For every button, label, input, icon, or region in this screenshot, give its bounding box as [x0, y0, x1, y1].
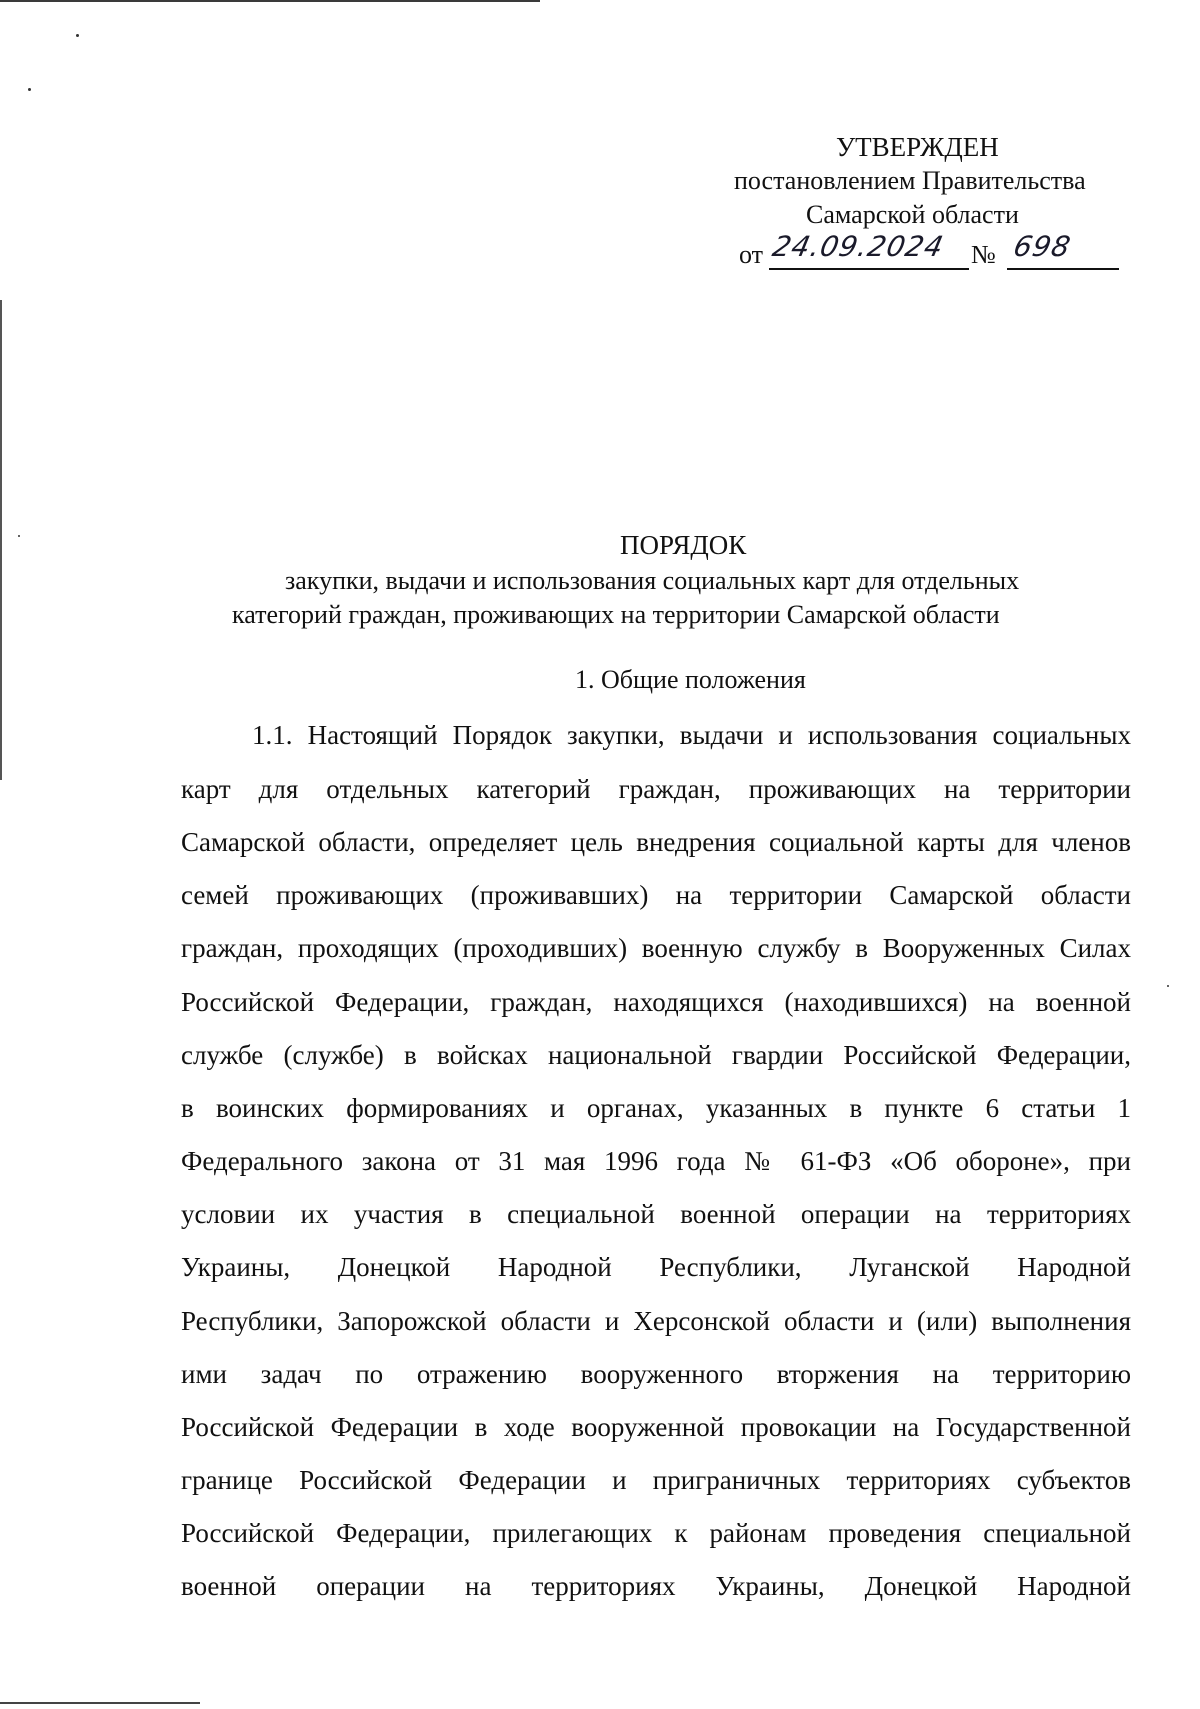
number-prefix: №	[971, 240, 996, 269]
approval-date-line	[739, 230, 1119, 270]
paragraph-line: военной операции на территориях Украины, Донецкой Народной	[181, 1571, 1131, 1601]
section-heading: 1. Общие положения	[575, 665, 806, 694]
approval-heading: УТВЕРЖДЕН	[836, 132, 999, 162]
paragraph-line: службе (службе) в войсках национальной гвардии Российской Федерации,	[181, 1040, 1131, 1070]
paragraph-line: граждан, проходящих (проходивших) военную службу в Вооруженных Силах	[181, 933, 1131, 963]
handwritten-date: 24.09.2024	[769, 230, 947, 263]
paragraph-line: Российской Федерации, прилегающих к районам проведения специальной	[181, 1518, 1131, 1548]
paragraph-line: Российской Федерации в ходе вооруженной провокации на Государственной	[181, 1412, 1131, 1442]
document-subtitle-line-2: категорий граждан, проживающих на территории Самарской области	[232, 600, 1000, 629]
date-underline	[769, 268, 969, 270]
scan-edge-bottom	[0, 1702, 200, 1704]
document-title: ПОРЯДОК	[620, 530, 747, 560]
date-prefix: от	[739, 240, 764, 269]
paragraph-line: семей проживающих (проживавших) на территории Самарской области	[181, 880, 1131, 910]
scan-speck	[28, 88, 31, 91]
scan-speck	[76, 34, 79, 37]
handwritten-number: 698	[1010, 230, 1075, 263]
paragraph-line: Самарской области, определяет цель внедрения социальной карты для членов	[181, 827, 1131, 857]
paragraph-line: Республики, Запорожской области и Херсонской области и (или) выполнения	[181, 1306, 1131, 1336]
paragraph-line: Российской Федерации, граждан, находящихся (находившихся) на военной	[181, 987, 1131, 1017]
paragraph-line: в воинских формированиях и органах, указанных в пункте 6 статьи 1	[181, 1093, 1131, 1123]
paragraph-line: карт для отдельных категорий граждан, проживающих на территории	[181, 774, 1131, 804]
number-underline	[1007, 268, 1119, 270]
scan-edge-left	[0, 300, 2, 780]
paragraph-line: Федерального закона от 31 мая 1996 года № 61-ФЗ «Об обороне», при	[181, 1146, 1131, 1176]
approval-region: Самарской области	[806, 200, 1019, 229]
paragraph-line: границе Российской Федерации и приграничных территориях субъектов	[181, 1465, 1131, 1495]
paragraph-line: ими задач по отражению вооруженного вторжения на территорию	[181, 1359, 1131, 1389]
scan-speck	[18, 535, 20, 537]
document-subtitle-line-1: закупки, выдачи и использования социальных карт для отдельных	[285, 566, 1020, 595]
approval-resolution: постановлением Правительства	[734, 166, 1086, 195]
scan-edge-top	[0, 0, 540, 2]
scan-speck	[1167, 985, 1169, 987]
paragraph-line: условии их участия в специальной военной операции на территориях	[181, 1199, 1131, 1229]
paragraph-line: Украины, Донецкой Народной Республики, Луганской Народной	[181, 1252, 1131, 1282]
paragraph-line: 1.1. Настоящий Порядок закупки, выдачи и использования социальных	[252, 720, 1131, 750]
